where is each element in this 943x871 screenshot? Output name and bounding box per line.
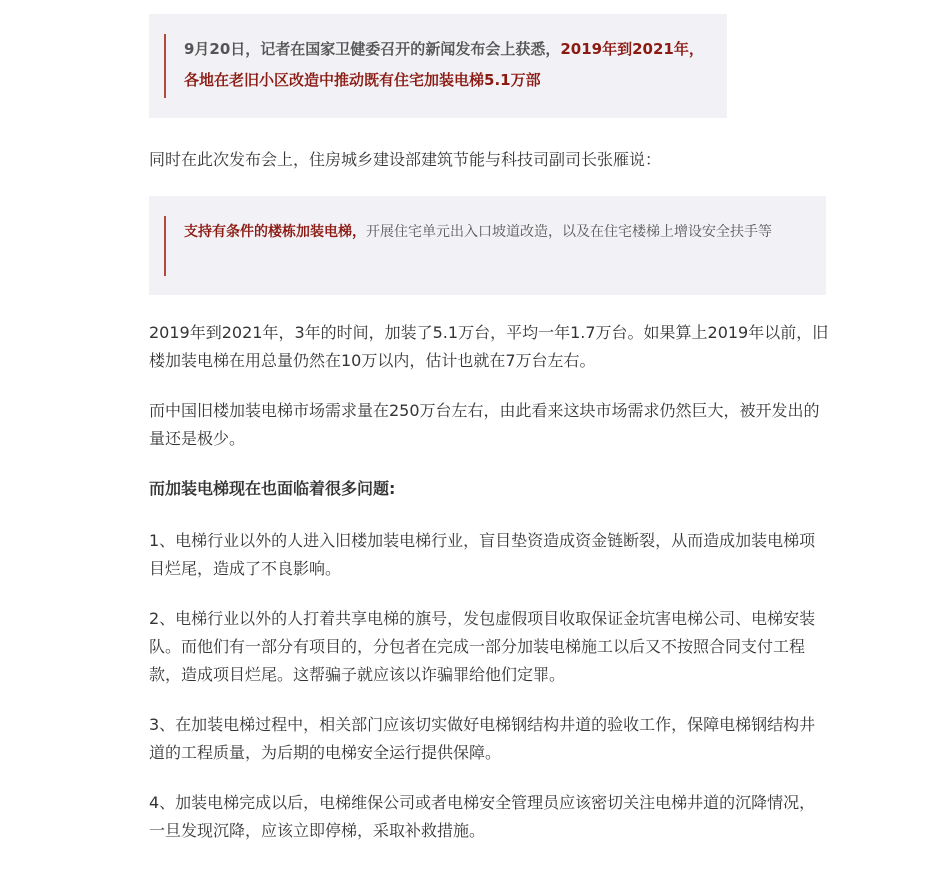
quote-accent-bar [164,34,166,98]
quote-plain-text: 开展住宅单元出入口坡道改造，以及在住宅楼梯上增设安全扶手等 [366,224,772,240]
quote-text [184,34,707,96]
quote-accent-bar [164,216,166,276]
blockquote-announcement [149,14,727,118]
paragraph-market-demand: 而中国旧楼加装电梯市场需求量在250万台左右，由此看来这块市场需求仍然巨大，被开发出的量还是极少。 [149,401,820,448]
paragraph-statistics: 2019年到2021年，3年的时间，加装了5.1万台，平均一年1.7万台。如果算上2019年以前，旧楼加装电梯在用总量仍然在10万以内，估计也就在7万台左右。 [149,323,829,370]
blockquote-statement [149,196,826,295]
list-item-3: 3、在加装电梯过程中，相关部门应该切实做好电梯钢结构井道的验收工作，保障电梯钢结构井道的工程质量，为后期的电梯安全运行提供保障。 [149,715,816,762]
article-body [149,14,829,845]
section-heading: 而加装电梯现在也面临着很多问题: [149,479,396,498]
intro-paragraph: 同时在此次发布会上，住房城乡建设部建筑节能与科技司副司长张雁说： [149,150,662,169]
quote-highlight-text: 2019年到2021年，各地在老旧小区改造中推动既有住宅加装电梯5.1万部 [184,40,704,89]
list-item-2: 2、电梯行业以外的人打着共享电梯的旗号，发包虚假项目收取保证金坑害电梯公司、电梯安装队。而他们有一部分有项目的，分包者在完成一部分加装电梯施工以后又不按照合同支付工程款，造成项目烂尾。这帮骗子就应该以诈骗罪给他们定罪。 [149,609,816,684]
quote-text [184,217,806,248]
list-item-1: 1、电梯行业以外的人进入旧楼加装电梯行业，盲目垫资造成资金链断裂，从而造成加装电梯项目烂尾，造成了不良影响。 [149,531,816,578]
quote-highlight-text: 支持有条件的楼栋加装电梯， [184,224,366,240]
quote-plain-text: 9月20日，记者在国家卫健委召开的新闻发布会上获悉， [184,40,561,58]
list-item-4: 4、加装电梯完成以后，电梯维保公司或者电梯安全管理员应该密切关注电梯井道的沉降情况，一旦发现沉降，应该立即停梯，采取补救措施。 [149,793,816,840]
